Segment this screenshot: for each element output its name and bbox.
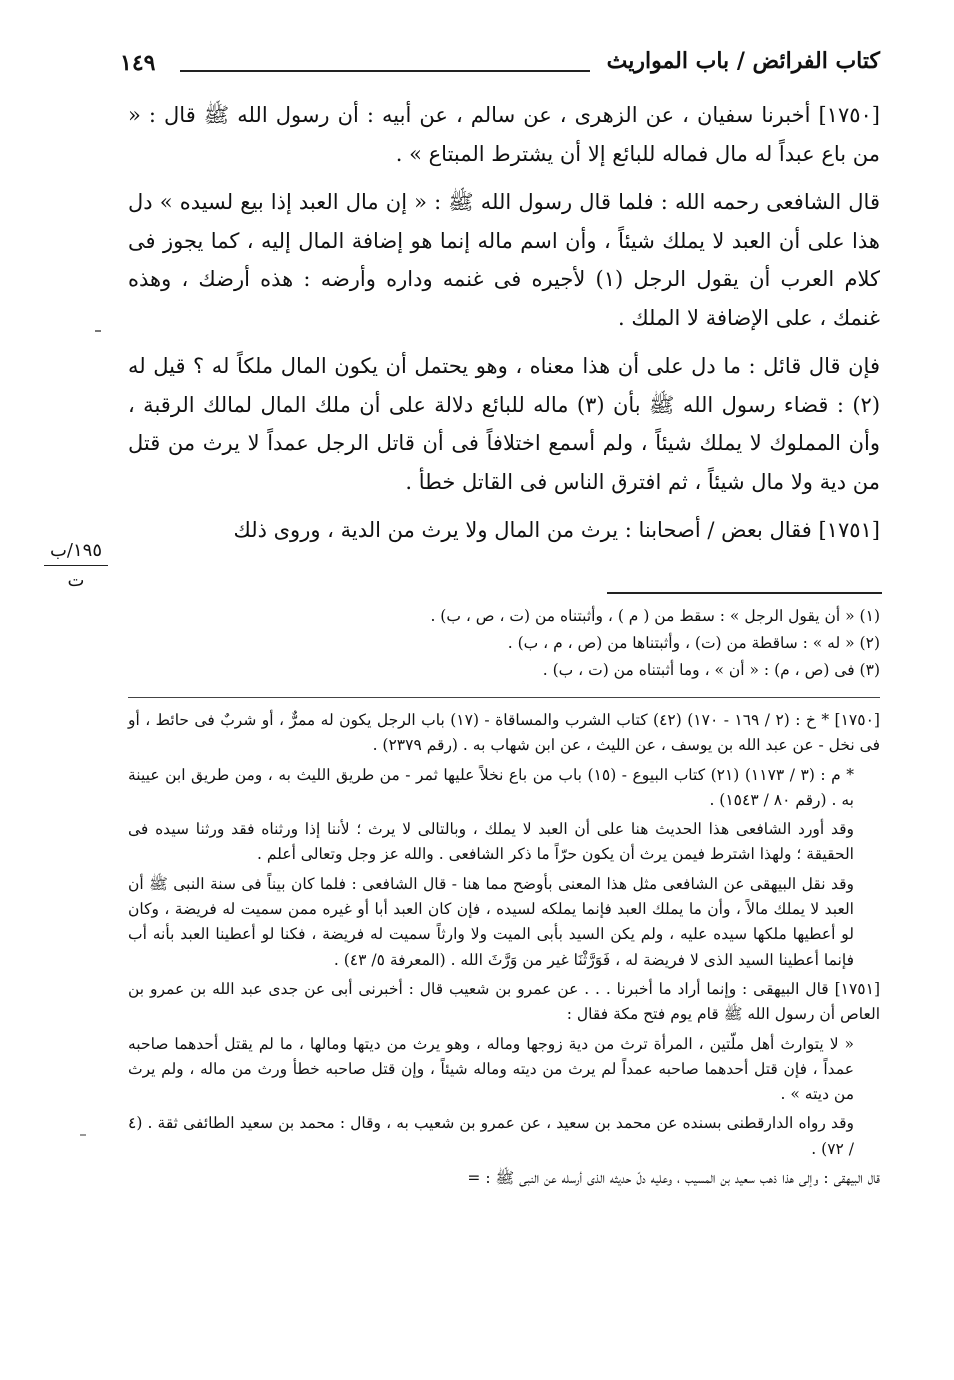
running-title: كتاب الفرائض / باب المواريث	[606, 48, 880, 74]
margin-folio: ١٩٥/ب	[49, 540, 103, 561]
margin-manuscript: ت	[67, 570, 85, 591]
margin-rule	[44, 565, 108, 566]
manuscript-margin-note	[38, 540, 114, 591]
footnote-separator	[607, 592, 882, 594]
footnote-1: (١) « أن يقول الرجل » : سقط من ( م ) ، وأثبتناه من (ت ، ص ، ب) .	[430, 607, 880, 625]
scan-mark	[80, 1134, 86, 1136]
commentary-1750-bukhari: [١٧٥٠] * خ : (٢ / ١٦٩ - ١٧٠) (٤٢) كتاب الشرب والمساقاة - (١٧) باب الرجل يكون له ممرٌّ ، أو شربٌ فى حائط ، أو فى نخل - عن عبد الله بن يوسف ، عن الليث ، عن ابن شهاب به . (رقم ٢٣٧٩) .	[128, 711, 880, 755]
paragraph-1750: [١٧٥٠] أخبرنا سفيان ، عن الزهرى ، عن سالم ، عن أبيه : أن رسول الله ﷺ قال : « من باع عبداً له مال فماله للبائع إلا أن يشترط المبتاع » .	[128, 103, 880, 166]
header-rule	[180, 70, 590, 72]
paragraph-objection: فإن قال قائل : ما دل على أن هذا معناه ، وهو يحتمل أن يكون المال ملكاً له ؟ قيل له (٢) : قضاء رسول الله ﷺ بأن (٣) ماله للبائع دلالة على أن ملك المال لمالك الرقبة ، وأن المملوك لا يملك شيئاً ، ولم أسمع اختلافاً فى أن قاتل الرجل عمداً لا يرث من قتل من دية ولا مال شيئاً ، ثم افترق الناس فى القاتل خطأ .	[128, 354, 881, 494]
commentary-1750-muslim: * م : (٣ / ١١٧٣) (٢١) كتاب البيوع - (١٥) باب من باع نخلاً عليها ثمر - من طريق الليث به ، ومن طريق ابن عيينة به . (رقم ٨٠ / ١٥٤٣) .	[128, 765, 854, 809]
page-header	[120, 48, 880, 84]
commentary-separator	[128, 697, 880, 698]
footnote-3: (٣) فى (ص ، م) : « أن » ، وما أثبتناه من (ت ، ب) .	[542, 661, 880, 679]
paragraph-1751: [١٧٥١] فقال بعض / أصحابنا : يرث من المال ولا يرث من الدية ، وروى ذلك	[233, 518, 880, 542]
commentary-bayhaqi-end: قال البيهقى : وإلى هذا ذهب سعيد بن المسيب ، وعليه دلّ حديثه الذى أرسله عن النبى ﷺ : =	[467, 1169, 880, 1188]
commentary-daraqutni: وقد رواه الدارقطنى بسنده عن محمد بن سعيد ، عن عمرو بن شعيب به ، وقال : محمد بن سعيد الطائفى ثقة . (٤ / ٧٢) .	[128, 1114, 854, 1158]
commentary-note-2: وقد نقل البيهقى عن الشافعى مثل هذا المعنى بأوضح مما هنا - قال الشافعى : فلما كان بيناً فى سنة النبى ﷺ أن العبد لا يملك مالاً ، وأن ما يملك العبد فإنما يملكه لسيده ، فإن كان العبد أبا أو غيره ممن سميت له فريضة ، وكان لو أعطيها ملكها سيده عليه ، ولم يكن السيد بأبى الميت ولا وارثاً سميت له فريضة ، فكنا لو أعطينا العبد بأنه أب فإنما أعطينا السيد الذى لا فريضة له ، فَوَرَّثْنَا غير من وَرَّثَ الله . (المعرفة ٥/ ٤٣) .	[128, 874, 854, 969]
main-text	[128, 96, 880, 550]
commentary-note-1: وقد أورد الشافعى هذا الحديث هنا على أن العبد لا يملك ، وبالتالى لا يرث ؛ لأننا إذا ورثناه فقد ورثنا سيده فى الحقيقة ؛ ولهذا اشترط فيمن يرث أن يكون حرّاً ما ذكر الشافعى . والله عز وجل وتعالى أعلم .	[128, 820, 854, 864]
page-number: ١٤٩	[120, 50, 156, 76]
commentary-hadith-quote: « لا يتوارث أهل ملّتين ، المرأة ترث من دية زوجها وماله ، وهو يرث من ديتها ومالها ، ما لم يقتل أحدهما صاحبه عمداً ، فإن قتل أحدهما صاحبه عمداً لم يرث من ديته وماله شيئاً ، وإن قتل صاحبه خطأ ورث من ماله ، ولم يرث من ديته » .	[128, 1034, 854, 1104]
footnotes	[128, 603, 880, 684]
footnote-2: (٢) « له » : ساقطة من (ت) ، وأثبتناها من (ص ، م ، ب) .	[507, 634, 880, 652]
commentary	[128, 708, 880, 1191]
scan-mark	[95, 330, 101, 332]
paragraph-shafii-comment: قال الشافعى رحمه الله : فلما قال رسول الله ﷺ : « إن مال العبد إذا بيع لسيده » دل هذا على أن العبد لا يملك شيئاً ، وأن اسم ماله إنما هو إضافة المال إليه ، كما يجوز فى كلام العرب أن يقول الرجل (١) لأجيره فى غنمه وداره وأرضه : هذه أرضك ، وهذه غنمك ، على الإضافة لا الملك .	[128, 190, 881, 330]
commentary-1751-bayhaqi: [١٧٥١] قال البيهقى : وإنما أراد ما أخبرنا . . . عن عمرو بن شعيب قال : أخبرنى أبى عن جدى عبد الله بن عمرو بن العاص أن رسول الله ﷺ قام يوم فتح مكة فقال :	[128, 979, 880, 1024]
